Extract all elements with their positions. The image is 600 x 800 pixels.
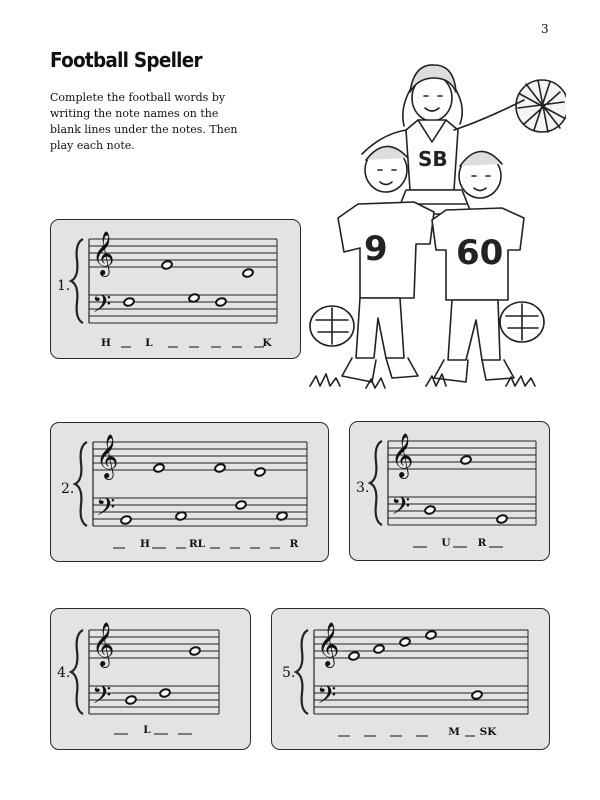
whole-note xyxy=(496,514,508,524)
word-letter: L xyxy=(143,724,151,736)
exercise-3-staff xyxy=(350,422,549,560)
instructions-text: Complete the football words by writing the note names on the blank lines under the notes. Then play each note. xyxy=(50,91,238,152)
bass-clef-icon: 𝄢 xyxy=(92,681,112,716)
exercise-1-staff xyxy=(51,220,300,358)
word-letter: SK xyxy=(479,726,497,738)
whole-note xyxy=(215,297,227,307)
pom-pom-icon xyxy=(516,80,566,132)
exercise-2-staff xyxy=(51,423,328,561)
cheerleader-and-football-players-illustration xyxy=(306,64,566,394)
whole-note xyxy=(471,690,483,700)
word-letter: H xyxy=(101,337,111,349)
exercise-1-box xyxy=(50,219,301,359)
helmet-icon xyxy=(310,306,354,346)
word-letter: H xyxy=(140,538,150,550)
whole-note xyxy=(399,637,411,647)
exercise-number: 4. xyxy=(57,665,71,681)
word-letter: U xyxy=(441,537,451,549)
treble-clef-icon: 𝄞 xyxy=(391,433,414,477)
whole-note xyxy=(460,455,472,465)
whole-note xyxy=(159,688,171,698)
bass-clef-icon: 𝄢 xyxy=(317,681,337,716)
whole-note xyxy=(242,268,254,278)
exercise-5-box xyxy=(271,608,550,750)
bass-clef-icon: 𝄢 xyxy=(96,493,116,528)
whole-note xyxy=(254,467,266,477)
whole-note xyxy=(120,515,132,525)
whole-note xyxy=(348,651,360,661)
exercise-number: 1. xyxy=(57,278,71,294)
brace xyxy=(71,239,83,323)
page-title: Football Speller xyxy=(50,48,202,72)
whole-note xyxy=(189,646,201,656)
exercise-4-staff xyxy=(51,609,250,749)
brace xyxy=(370,441,382,525)
whole-note xyxy=(153,463,165,473)
page-number: 3 xyxy=(541,22,549,36)
helmet-icon xyxy=(500,302,544,342)
exercise-2-box xyxy=(50,422,329,562)
treble-clef-icon: 𝄞 xyxy=(317,622,340,666)
whole-note xyxy=(425,630,437,640)
treble-clef-icon: 𝄞 xyxy=(92,231,115,275)
brace xyxy=(71,630,83,714)
exercise-number: 2. xyxy=(61,481,75,497)
word-letter: R xyxy=(477,537,487,549)
svg-text:SB: SB xyxy=(418,147,448,171)
treble-clef-icon: 𝄞 xyxy=(92,622,115,666)
word-letter: K xyxy=(262,337,272,349)
whole-note xyxy=(123,297,135,307)
whole-note xyxy=(125,695,137,705)
whole-note xyxy=(214,463,226,473)
svg-text:60: 60 xyxy=(456,233,504,273)
exercise-number: 5. xyxy=(282,665,296,681)
brace xyxy=(296,630,308,714)
svg-text:9: 9 xyxy=(364,229,388,269)
word-letter: RL xyxy=(188,538,206,550)
bass-clef-icon: 𝄢 xyxy=(92,290,112,325)
word-letter: R xyxy=(289,538,299,550)
whole-note xyxy=(161,260,173,270)
word-letter: M xyxy=(448,726,460,738)
whole-note xyxy=(424,505,436,515)
exercise-4-box xyxy=(50,608,251,750)
whole-note xyxy=(235,500,247,510)
word-letter: L xyxy=(145,337,153,349)
exercise-number: 3. xyxy=(356,480,370,496)
exercise-3-box xyxy=(349,421,550,561)
exercise-5-staff xyxy=(272,609,549,749)
treble-clef-icon: 𝄞 xyxy=(96,434,119,478)
bass-clef-icon: 𝄢 xyxy=(391,492,411,527)
whole-note xyxy=(373,644,385,654)
brace xyxy=(75,442,87,526)
